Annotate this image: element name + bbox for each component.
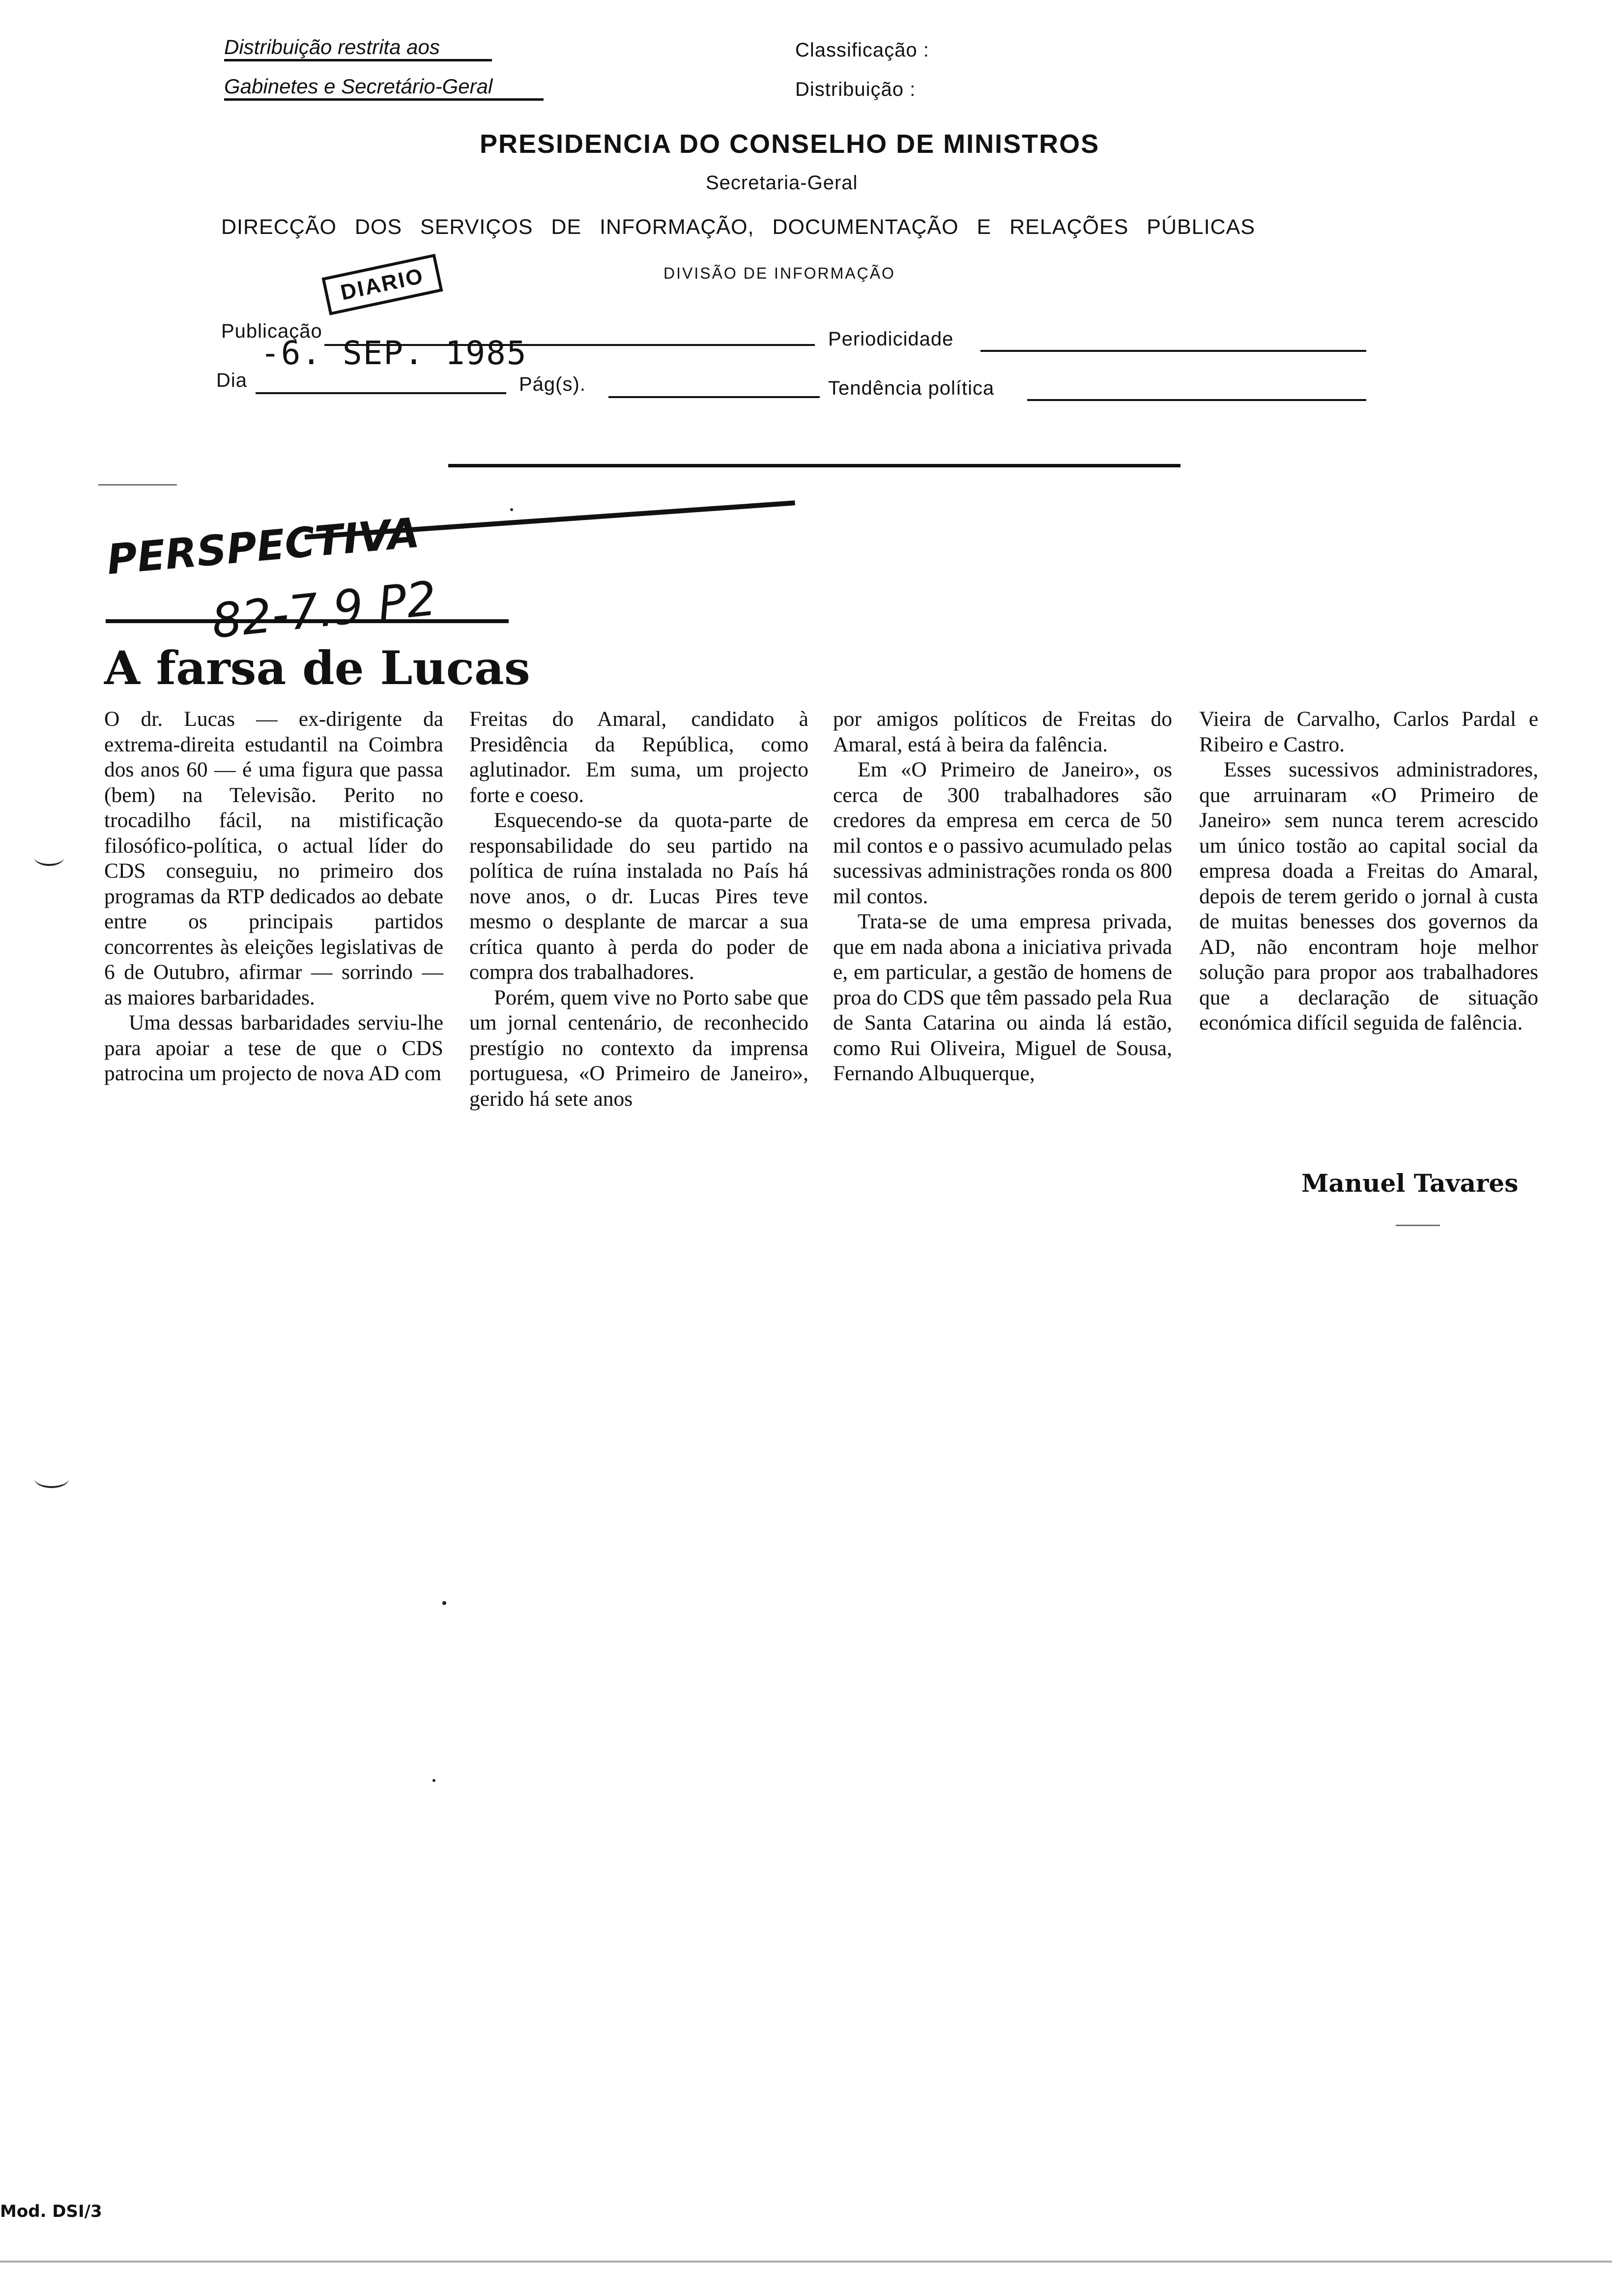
distribuicao-label: Distribuição :	[795, 79, 916, 100]
periodicidade-label: Periodicidade	[828, 328, 954, 350]
header-separator-rule	[448, 464, 1180, 467]
handwritten-annotation: 82-7.9 P2	[209, 571, 439, 649]
secretaria-subtitle: Secretaria-Geral	[706, 172, 858, 194]
article-author: Manuel Tavares	[1301, 1169, 1519, 1198]
tendencia-label: Tendência política	[828, 377, 995, 399]
scan-speck	[432, 1779, 435, 1782]
distribution-restriction-line2: Gabinetes e Secretário-Geral	[224, 75, 544, 101]
pags-label: Pág(s).	[519, 373, 586, 395]
scan-bottom-edge	[0, 2261, 1612, 2263]
date-stamp: -6. SEP. 1985	[260, 334, 527, 372]
article-paragraph: Em «O Primeiro de Janeiro», os cerca de 300 trabalhadores são credores da empresa em cerca de 50 mil contos e o passivo acumulado pelas sucessivas administrações ronda os 800 mil contos.	[833, 758, 1172, 908]
presidency-title: PRESIDENCIA DO CONSELHO DE MINISTROS	[480, 129, 1100, 159]
article-paragraph: O dr. Lucas — ex-dirigente da extrema-direita estudantil na Coimbra dos anos 60 — é uma figura que passa (bem) na Televisão. Perito no trocadilho fácil, na mistificação filosófico-política, o actual líder do CDS conseguiu, no primeiro dos programas da RTP dedicados ao debate entre os principais partidos concorrentes às eleições legislativas de 6 de Outubro, afirmar — sorrindo — as maiores barbaridades.	[104, 707, 443, 1009]
article-paragraph: Vieira de Carvalho, Carlos Pardal e Ribeiro e Castro.	[1199, 707, 1538, 756]
direccao-line: DIRECÇÃO DOS SERVIÇOS DE INFORMAÇÃO, DOCUMENTAÇÃO E RELAÇÕES PÚBLICAS	[221, 215, 1255, 239]
dia-field-line	[256, 392, 506, 394]
article-headline: A farsa de Lucas	[104, 641, 530, 695]
publication-stamp: DIARIO	[321, 254, 443, 315]
hole-punch-mark	[34, 1469, 69, 1488]
scan-speck	[442, 1601, 446, 1605]
article-column-4	[1199, 707, 1538, 1036]
scan-speck	[510, 508, 513, 511]
article-paragraph: Freitas do Amaral, candidato à Presidência da República, como aglutinador. Em suma, um projecto forte e coeso.	[469, 707, 808, 807]
dia-label: Dia	[216, 370, 248, 391]
scan-noise	[98, 484, 177, 486]
article-column-1	[104, 707, 443, 1087]
publicacao-label: Publicação	[221, 320, 322, 342]
article-paragraph: Esses sucessivos administradores, que arruinaram «O Primeiro de Janeiro» sem nunca terem acrescido um único tostão ao capital social da empresa doada a Freitas do Amaral, depois de terem gerido o jornal à custa de muitas benesses dos governos da AD, não encontram hoje melhor solução para propor aos trabalhadores que a declaração de situação económica difícil seguida de falência.	[1199, 758, 1538, 1034]
article-paragraph: por amigos políticos de Freitas do Amaral, está à beira da falência.	[833, 707, 1172, 756]
classificacao-label: Classificação :	[795, 39, 929, 61]
article-paragraph: Uma dessas barbaridades serviu-lhe para apoiar a tese de que o CDS patrocina um projecto de nova AD com	[104, 1011, 443, 1085]
form-model-code: Mod. DSI/3	[0, 2202, 102, 2221]
scan-noise	[1396, 1225, 1440, 1226]
divisao-line: DIVISÃO DE INFORMAÇÃO	[663, 264, 895, 282]
article-paragraph: Trata-se de uma empresa privada, que em nada abona a iniciativa privada e, em particular, a gestão de homens de proa do CDS que têm passado pela Rua de Santa Catarina ou ainda lá estão, como Rui Oliveira, Miguel de Sousa, Fernando Albuquerque,	[833, 910, 1172, 1085]
pags-field-line	[608, 396, 820, 398]
tendencia-field-line	[1027, 399, 1366, 401]
periodicidade-field-line	[980, 350, 1366, 352]
article-column-2	[469, 707, 808, 1112]
section-label: PERSPECTIVA	[105, 508, 422, 584]
hole-punch-mark	[34, 849, 64, 866]
article-column-3	[833, 707, 1172, 1087]
distribution-restriction-line1: Distribuição restrita aos	[224, 35, 492, 61]
article-paragraph: Porém, quem vive no Porto sabe que um jornal centenário, de reconhecido prestígio no contexto da imprensa portuguesa, «O Primeiro de Janeiro», gerido há sete anos	[469, 985, 808, 1111]
article-paragraph: Esquecendo-se da quota-parte de responsabilidade do seu partido na política de ruína instalada no País há nove anos, o dr. Lucas Pires teve mesmo o desplante de marcar a sua crítica quanto à perda do poder de compra dos trabalhadores.	[469, 808, 808, 984]
